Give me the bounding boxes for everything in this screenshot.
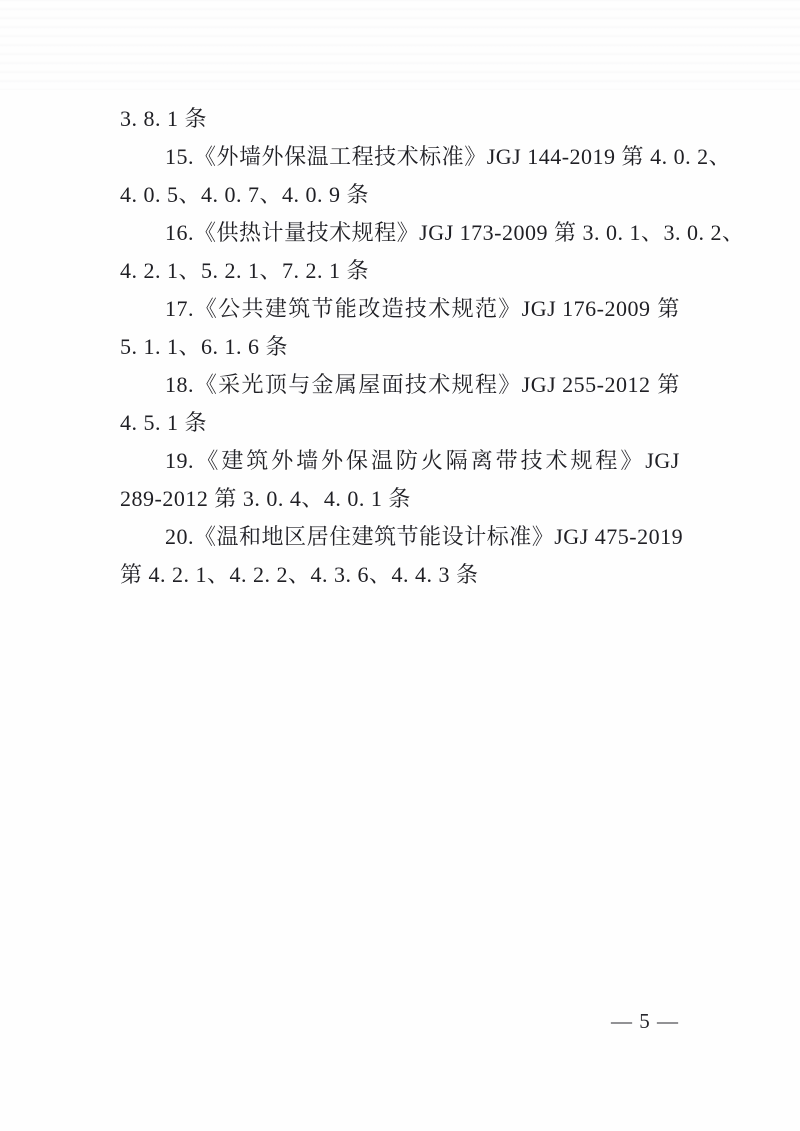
line-item20-continuation: 第 4. 2. 1、4. 2. 2、4. 3. 6、4. 4. 3 条	[120, 562, 479, 587]
page-number: — 5 —	[611, 1009, 679, 1033]
line-item19-continuation: 289-2012 第 3. 0. 4、4. 0. 1 条	[120, 486, 411, 511]
line-item14-continuation: 3. 8. 1 条	[120, 106, 208, 131]
line-item15: 15. 《 外 墙 外 保 温 工 程 技 术 标 准 》 JGJ 144-2019 第 4. 0. 2 、	[165, 144, 732, 169]
line-item18: 18. 《 采 光 顶 与 金 属 屋 面 技 术 规 程 》 JGJ 255-2012 第	[165, 372, 680, 397]
standards-list-text-block	[120, 100, 745, 594]
line-item17: 17. 《 公 共 建 筑 节 能 改 造 技 术 规 范 》 JGJ 176-2009 第	[165, 296, 680, 321]
line-item20: 20. 《 温 和 地 区 居 住 建 筑 节 能 设 计 标 准 》 JGJ 475-2019	[165, 524, 684, 549]
line-item15-continuation: 4. 0. 5、4. 0. 7、4. 0. 9 条	[120, 182, 370, 207]
line-item17-continuation: 5. 1. 1、6. 1. 6 条	[120, 334, 289, 359]
line-item18-continuation: 4. 5. 1 条	[120, 410, 208, 435]
line-item19: 19. 《 建 筑 外 墙 外 保 温 防 火 隔 离 带 技 术 规 程 》 JGJ	[165, 448, 680, 473]
line-item16-continuation: 4. 2. 1、5. 2. 1、7. 2. 1 条	[120, 258, 370, 283]
scan-artifact	[0, 0, 800, 90]
line-item16: 16. 《 供 热 计 量 技 术 规 程 》 JGJ 173-2009 第 3. 0. 1 、 3. 0. 2 、	[165, 220, 745, 245]
